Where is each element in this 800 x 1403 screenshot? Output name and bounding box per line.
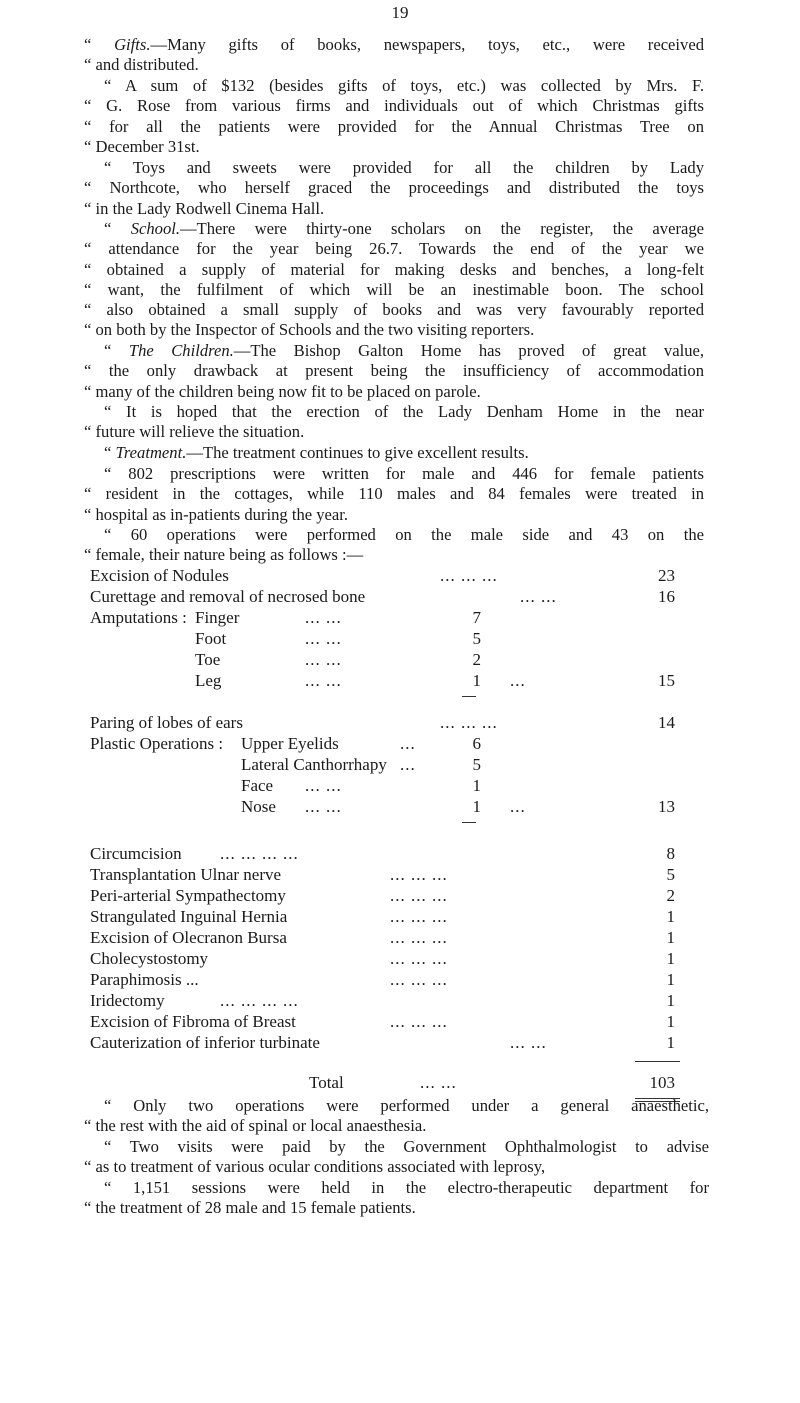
row-subvalue: 5 (472, 755, 481, 774)
table-row (90, 991, 710, 1013)
leader-dots: ... ... (305, 671, 342, 690)
prescriptions-paragraph (84, 464, 704, 525)
group-label: Amputations : (90, 608, 187, 627)
leader-dots: ... ... (510, 1033, 547, 1052)
row-subvalue: 5 (472, 629, 481, 648)
row-total: 15 (658, 671, 675, 690)
text-line: “ Two visits were paid by the Government Ophthalmologist to advise (104, 1137, 709, 1156)
row-label: Leg (195, 671, 222, 690)
children-paragraph (84, 341, 704, 402)
text-line: “ Gifts.—Many gifts of books, newspapers, toys, etc., were received (84, 35, 704, 54)
leader-dots: ... ... (305, 629, 342, 648)
text-line: “ 802 prescriptions were written for male and 446 for female patients (104, 464, 704, 483)
text-line: “ A sum of $132 (besides gifts of toys, etc.) was collected by Mrs. F. (104, 76, 704, 95)
heading-treatment: Treatment. (115, 443, 187, 462)
row-label: Toe (195, 650, 221, 669)
leader-dots: ... (400, 755, 416, 774)
leader-dots: ... ... ... (390, 970, 448, 989)
text-line: “ hospital as in-patients during the year. (84, 504, 349, 524)
leader-dots: ... (400, 734, 416, 753)
row-label: Paring of lobes of ears (90, 713, 243, 732)
row-total: 1 (666, 991, 675, 1010)
row-label: Transplantation Ulnar nerve (90, 865, 282, 884)
table-row (90, 755, 710, 777)
row-total: 2 (666, 886, 675, 905)
row-total: 13 (658, 797, 675, 816)
toys-paragraph (84, 158, 704, 219)
leader-dots: ... ... ... (440, 566, 498, 585)
heading-school: School. (130, 219, 181, 238)
text-line: “ on both by the Inspector of Schools and the two visiting reporters. (84, 320, 535, 340)
leader-dots: ... (510, 797, 526, 816)
row-label: Foot (195, 629, 227, 648)
table-row (90, 734, 710, 756)
text-line: “ obtained a supply of material for making desks and benches, a long-felt (84, 259, 704, 279)
row-subvalue: 7 (472, 608, 481, 627)
table-row (90, 713, 710, 735)
row-total: 1 (666, 1012, 675, 1031)
text-line: “ the treatment of 28 male and 15 female patients. (84, 1198, 416, 1218)
leader-dots: ... ... ... (390, 907, 448, 926)
total-rule (635, 1061, 680, 1062)
row-label: Face (241, 776, 274, 795)
table-row (90, 970, 710, 992)
leader-dots: ... ... (520, 587, 557, 606)
text-line: “ Northcote, who herself graced the proceedings and distributed the toys (84, 178, 704, 198)
table-row (90, 797, 710, 819)
text-line: “ School.—There were thirty-one scholars on the register, the average (104, 219, 704, 238)
leader-dots: ... ... ... (390, 1012, 448, 1031)
row-label: Finger (195, 608, 240, 627)
row-total: 14 (658, 713, 675, 732)
text-line: “ Toys and sweets were provided for all the children by Lady (104, 158, 704, 177)
row-total: 1 (666, 1033, 675, 1052)
text-line: “ also obtained a small supply of books and was very favourably reported (84, 300, 704, 320)
row-total: 1 (666, 907, 675, 926)
text-line: “ resident in the cottages, while 110 males and 84 females were treated in (84, 484, 704, 504)
subtotal-rule (462, 696, 476, 697)
anaesthetic-paragraph (84, 1096, 709, 1137)
leader-dots: ... ... (305, 608, 342, 627)
table-row (90, 844, 710, 866)
leader-dots: ... ... (420, 1073, 457, 1092)
subtotal-rule (462, 822, 476, 823)
row-total: 8 (666, 844, 675, 863)
text-line: “ for all the patients were provided for the Annual Christmas Tree on (84, 116, 704, 136)
sessions-paragraph (84, 1178, 709, 1219)
row-label: Upper Eyelids (241, 734, 339, 753)
leader-dots: ... ... ... ... (220, 844, 299, 863)
table-row (90, 928, 710, 950)
leader-dots: ... ... (305, 797, 342, 816)
row-label: Excision of Nodules (90, 566, 229, 585)
text-line: “ and distributed. (84, 55, 199, 75)
heading-children: The Children. (128, 341, 234, 360)
row-label: Lateral Canthorrhapy (241, 755, 387, 774)
hoped-paragraph (84, 402, 704, 443)
row-total: 1 (666, 928, 675, 947)
operations-intro-paragraph (84, 525, 704, 566)
row-total: 1 (666, 970, 675, 989)
table-row (90, 1012, 710, 1034)
total-row (90, 1073, 710, 1095)
table-row (90, 629, 710, 651)
row-label: Peri-arterial Sympathectomy (90, 886, 286, 905)
row-subvalue: 1 (472, 776, 481, 795)
leader-dots: ... ... (305, 650, 342, 669)
row-label: Cauterization of inferior turbinate (90, 1033, 320, 1052)
ophthalmologist-paragraph (84, 1137, 709, 1178)
grand-total: 103 (649, 1073, 675, 1092)
total-label: Total (309, 1073, 344, 1092)
text-line: “ want, the fulfilment of which will be an inestimable boon. The school (84, 279, 704, 299)
text-line: “ in the Lady Rodwell Cinema Hall. (84, 198, 325, 218)
text-line: “ Treatment.—The treatment continues to give excellent results. (104, 443, 529, 462)
row-label: Excision of Olecranon Bursa (90, 928, 287, 947)
row-label: Nose (241, 797, 276, 816)
row-subvalue: 2 (472, 650, 481, 669)
table-row (90, 1033, 710, 1055)
group-label: Plastic Operations : (90, 734, 224, 753)
leader-dots: ... ... ... ... (220, 991, 299, 1010)
table-row (90, 886, 710, 908)
row-label: Cholecystostomy (90, 949, 209, 968)
text-line: “ 1,151 sessions were held in the electro-therapeutic department for (104, 1178, 709, 1197)
table-row (90, 776, 710, 798)
row-label: Iridectomy (90, 991, 165, 1010)
row-subvalue: 6 (472, 734, 481, 753)
text-line: “ attendance for the year being 26.7. Towards the end of the year we (84, 239, 704, 259)
heading-gifts: Gifts. (114, 35, 151, 54)
row-label: Paraphimosis ... (90, 970, 199, 989)
row-subvalue: 1 (472, 797, 481, 816)
page-number: 19 (391, 3, 409, 22)
text-line: “ The Children.—The Bishop Galton Home has proved of great value, (104, 341, 705, 360)
text-line: “ the only drawback at present being the insufficiency of accommodation (84, 361, 704, 381)
treatment-paragraph (84, 443, 704, 463)
table-row (90, 865, 710, 887)
leader-dots: ... ... ... (390, 865, 448, 884)
table-row (90, 608, 710, 630)
leader-dots: ... ... (305, 776, 342, 795)
leader-dots: ... ... ... (440, 713, 498, 732)
table-row (90, 566, 710, 588)
gifts-paragraph (84, 35, 704, 76)
school-paragraph (84, 219, 704, 341)
leader-dots: ... ... ... (390, 886, 448, 905)
row-total: 5 (666, 865, 675, 884)
sum-paragraph (84, 76, 704, 157)
row-label: Circumcision (90, 844, 182, 863)
row-total: 1 (666, 949, 675, 968)
table-row (90, 587, 710, 609)
row-label: Excision of Fibroma of Breast (90, 1012, 296, 1031)
text-line: “ the rest with the aid of spinal or local anaesthesia. (84, 1116, 427, 1136)
text-line: “ G. Rose from various firms and individuals out of which Christmas gifts (84, 96, 704, 116)
text-line: “ It is hoped that the erection of the Lady Denham Home in the near (104, 402, 704, 421)
text-line: “ female, their nature being as follows :— (84, 545, 364, 565)
text-line: “ December 31st. (84, 136, 200, 156)
leader-dots: ... ... ... (390, 949, 448, 968)
row-subvalue: 1 (472, 671, 481, 690)
table-row (90, 650, 710, 672)
row-label: Curettage and removal of necrosed bone (90, 587, 366, 606)
text-line: “ 60 operations were performed on the male side and 43 on the (104, 525, 704, 544)
text-line: “ many of the children being now fit to be placed on parole. (84, 381, 481, 401)
leader-dots: ... ... ... (390, 928, 448, 947)
table-row (90, 907, 710, 929)
table-row (90, 949, 710, 971)
row-label: Strangulated Inguinal Hernia (90, 907, 288, 926)
row-total: 16 (658, 587, 675, 606)
text-line: “ future will relieve the situation. (84, 422, 305, 442)
table-row (90, 671, 710, 693)
text-line: “ as to treatment of various ocular conditions associated with leprosy, (84, 1157, 546, 1177)
leader-dots: ... (510, 671, 526, 690)
text-line: “ Only two operations were performed under a general anaesthetic, (104, 1096, 709, 1115)
row-total: 23 (658, 566, 675, 585)
